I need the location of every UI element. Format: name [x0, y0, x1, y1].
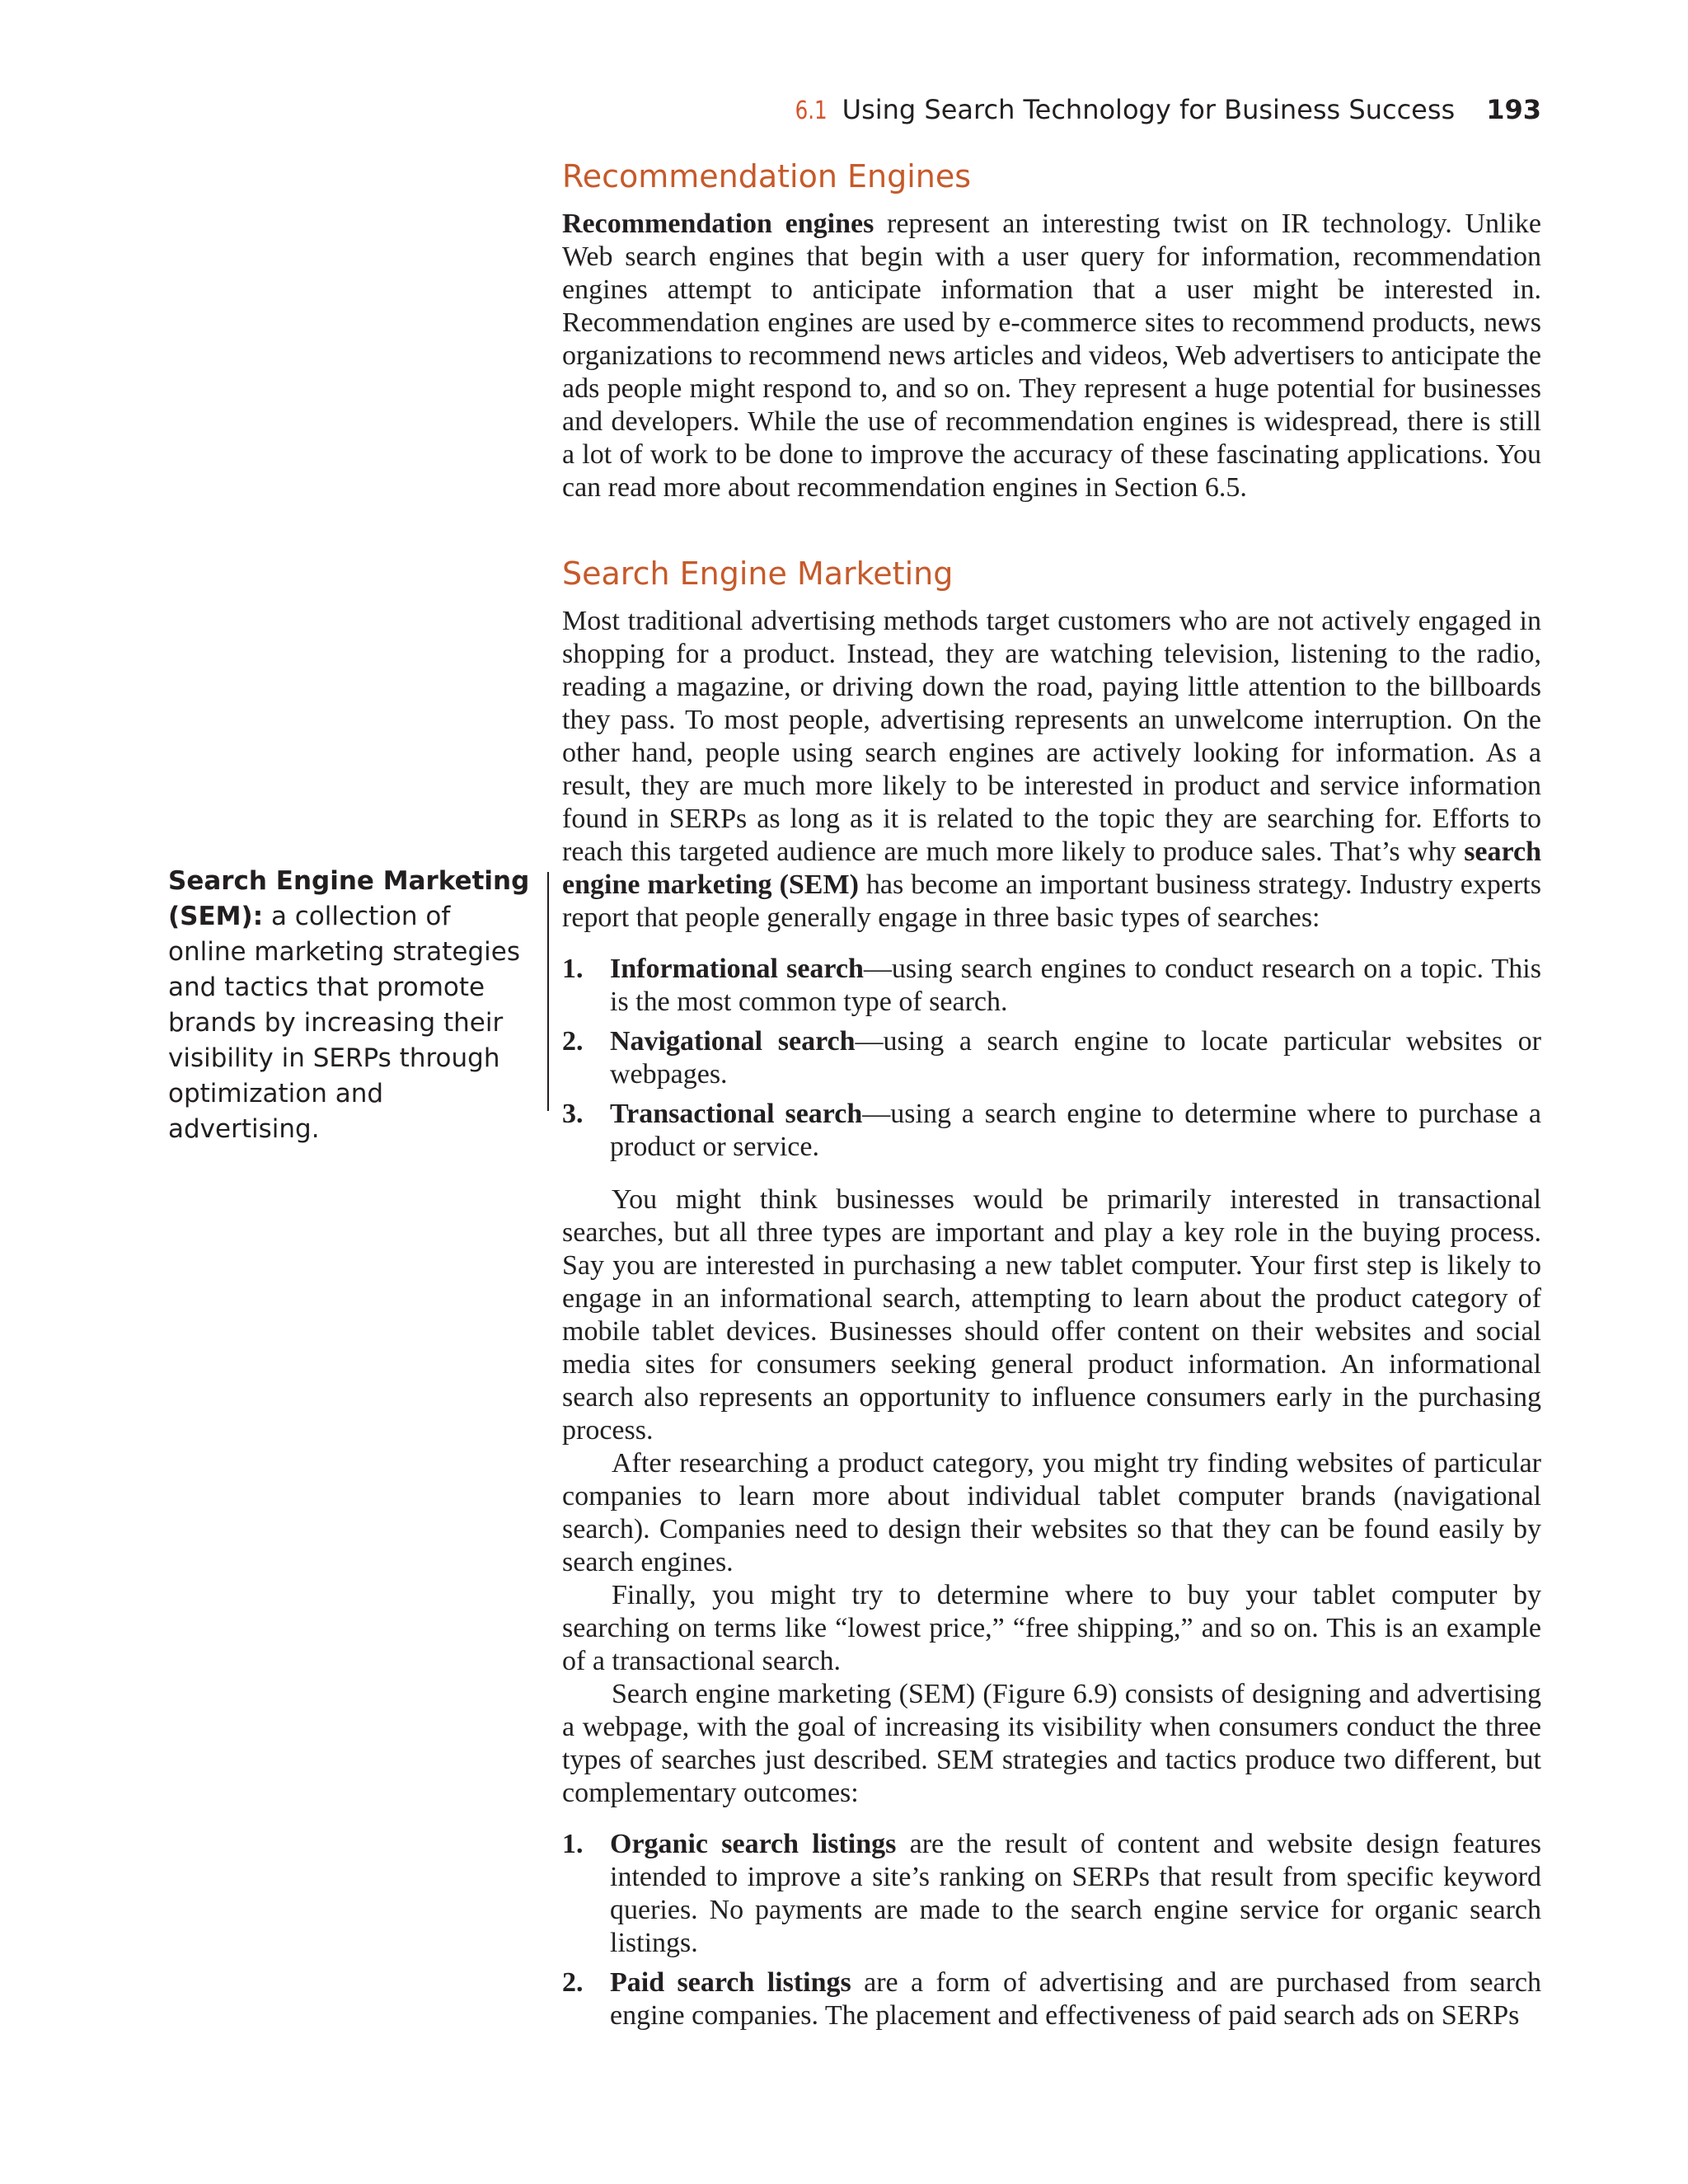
list-text: —using search engines to conduct research on a topic. This is the most common type of search. — [610, 954, 1541, 1017]
margin-definition-text: a collection of online marketing strategies and tactics that promote brands by increasing their visibility in SERPs through optimization and advertising. — [168, 902, 521, 1144]
paragraph-text: Most traditional advertising methods target customers who are not actively engaged in shopping for a product. Instead, they are watching television, listening to the radio, reading a magazine, or driving down the road, paying little attention to the billboards they pass. To most people, advertising represents an unwelcome interruption. On the other hand, people using search engines are actively looking for information. As a result, they are much more likely to be interested in product and service information found in SERPs as long as it is related to the topic they are searching for. Efforts to reach this targeted audience are much more likely to produce sales. That’s why — [562, 606, 1541, 867]
margin-definition-sem — [168, 864, 531, 1147]
paragraph-recommendation-engines — [562, 208, 1541, 504]
term-recommendation-engines: Recommendation engines — [562, 209, 874, 239]
search-types-list — [562, 953, 1541, 1164]
outcomes-list — [562, 1828, 1541, 2032]
list-term: Navigational search — [610, 1026, 856, 1057]
body-paragraph: Finally, you might try to determine where to buy your tablet computer by searching on terms like “lowest price,” “free shipping,” and so on. This is an example of a transactional search. — [562, 1580, 1541, 1676]
margin-divider — [547, 872, 549, 1111]
list-term: Paid search listings — [610, 1967, 851, 1998]
list-item — [562, 1828, 1541, 1960]
list-number: 2. — [562, 1026, 584, 1057]
paragraph-sem-intro — [562, 605, 1541, 935]
list-item — [562, 1025, 1541, 1091]
heading-recommendation-engines: Recommendation Engines — [562, 158, 972, 194]
list-number: 3. — [562, 1099, 584, 1129]
term-sem: search engine marketing (SEM) — [562, 837, 1541, 900]
body-paragraph: You might think businesses would be primarily interested in transactional searches, but all three types are important and play a key role in the buying process. Say you are interested in purchasing a new tablet computer. Your first step is likely to engage in an informational search, attempting to learn about the product category of mobile tablet devices. Businesses should offer content on their websites and social media sites for consumers seeking general product information. An informational search also represents an opportunity to influence consumers early in the purchasing process. — [562, 1184, 1541, 1446]
list-item — [562, 953, 1541, 1019]
list-text: are the result of content and website design features intended to improve a site’s ranking on SERPs that result from specific keyword queries. No payments are made to the search engine service for organic search listings. — [610, 1829, 1541, 1958]
list-number: 1. — [562, 954, 584, 984]
list-term: Transactional search — [610, 1099, 863, 1129]
heading-search-engine-marketing: Search Engine Marketing — [562, 555, 954, 592]
list-text: —using a search engine to determine where to purchase a product or service. — [610, 1099, 1541, 1162]
page-number: 193 — [1486, 94, 1541, 125]
paragraph-text: represent an interesting twist on IR technology. Unlike Web search engines that begin with a user query for information, recommendation engines attempt to anticipate information that a user might be interested in. Recommendation engines are used by e-commerce sites to recommend products, news organizations to recommend news articles and videos, Web advertisers to anticipate the ads people might respond to, and so on. They represent a huge potential for businesses and developers. While the use of recommendation engines is widespread, there is still a lot of work to be done to improve the accuracy of these fascinating applications. You can read more about recommendation engines in Section 6.5. — [562, 209, 1541, 503]
list-number: 2. — [562, 1967, 584, 1998]
body-paragraph: Search engine marketing (SEM) (Figure 6.9) consists of designing and advertising a webpage, with the goal of increasing its visibility when consumers conduct the three types of searches just described. SEM strategies and tactics produce two different, but complementary outcomes: — [562, 1679, 1541, 1808]
list-item — [562, 1098, 1541, 1164]
running-head-section-number: 6.1 — [795, 96, 828, 125]
margin-term: Search Engine Marketing (SEM): — [168, 866, 530, 931]
running-head — [788, 94, 1541, 125]
list-text: are a form of advertising and are purchased from search engine companies. The placement and effectiveness of paid search ads on SERPs — [610, 1967, 1541, 2031]
paragraph-text: has become an important business strategy. Industry experts report that people generally engage in three basic types of searches: — [562, 869, 1541, 933]
main-column — [562, 157, 1541, 2039]
list-text: —using a search engine to locate particular websites or webpages. — [610, 1026, 1541, 1090]
list-term: Informational search — [610, 954, 864, 984]
running-head-title: Using Search Technology for Business Success — [842, 94, 1456, 125]
list-item — [562, 1966, 1541, 2032]
list-number: 1. — [562, 1829, 584, 1859]
body-paragraph: After researching a product category, you might try finding websites of particular companies to learn more about individual tablet computer brands (navigational search). Companies need to design their websites so that they can be found easily by search engines. — [562, 1448, 1541, 1577]
list-term: Organic search listings — [610, 1829, 897, 1859]
